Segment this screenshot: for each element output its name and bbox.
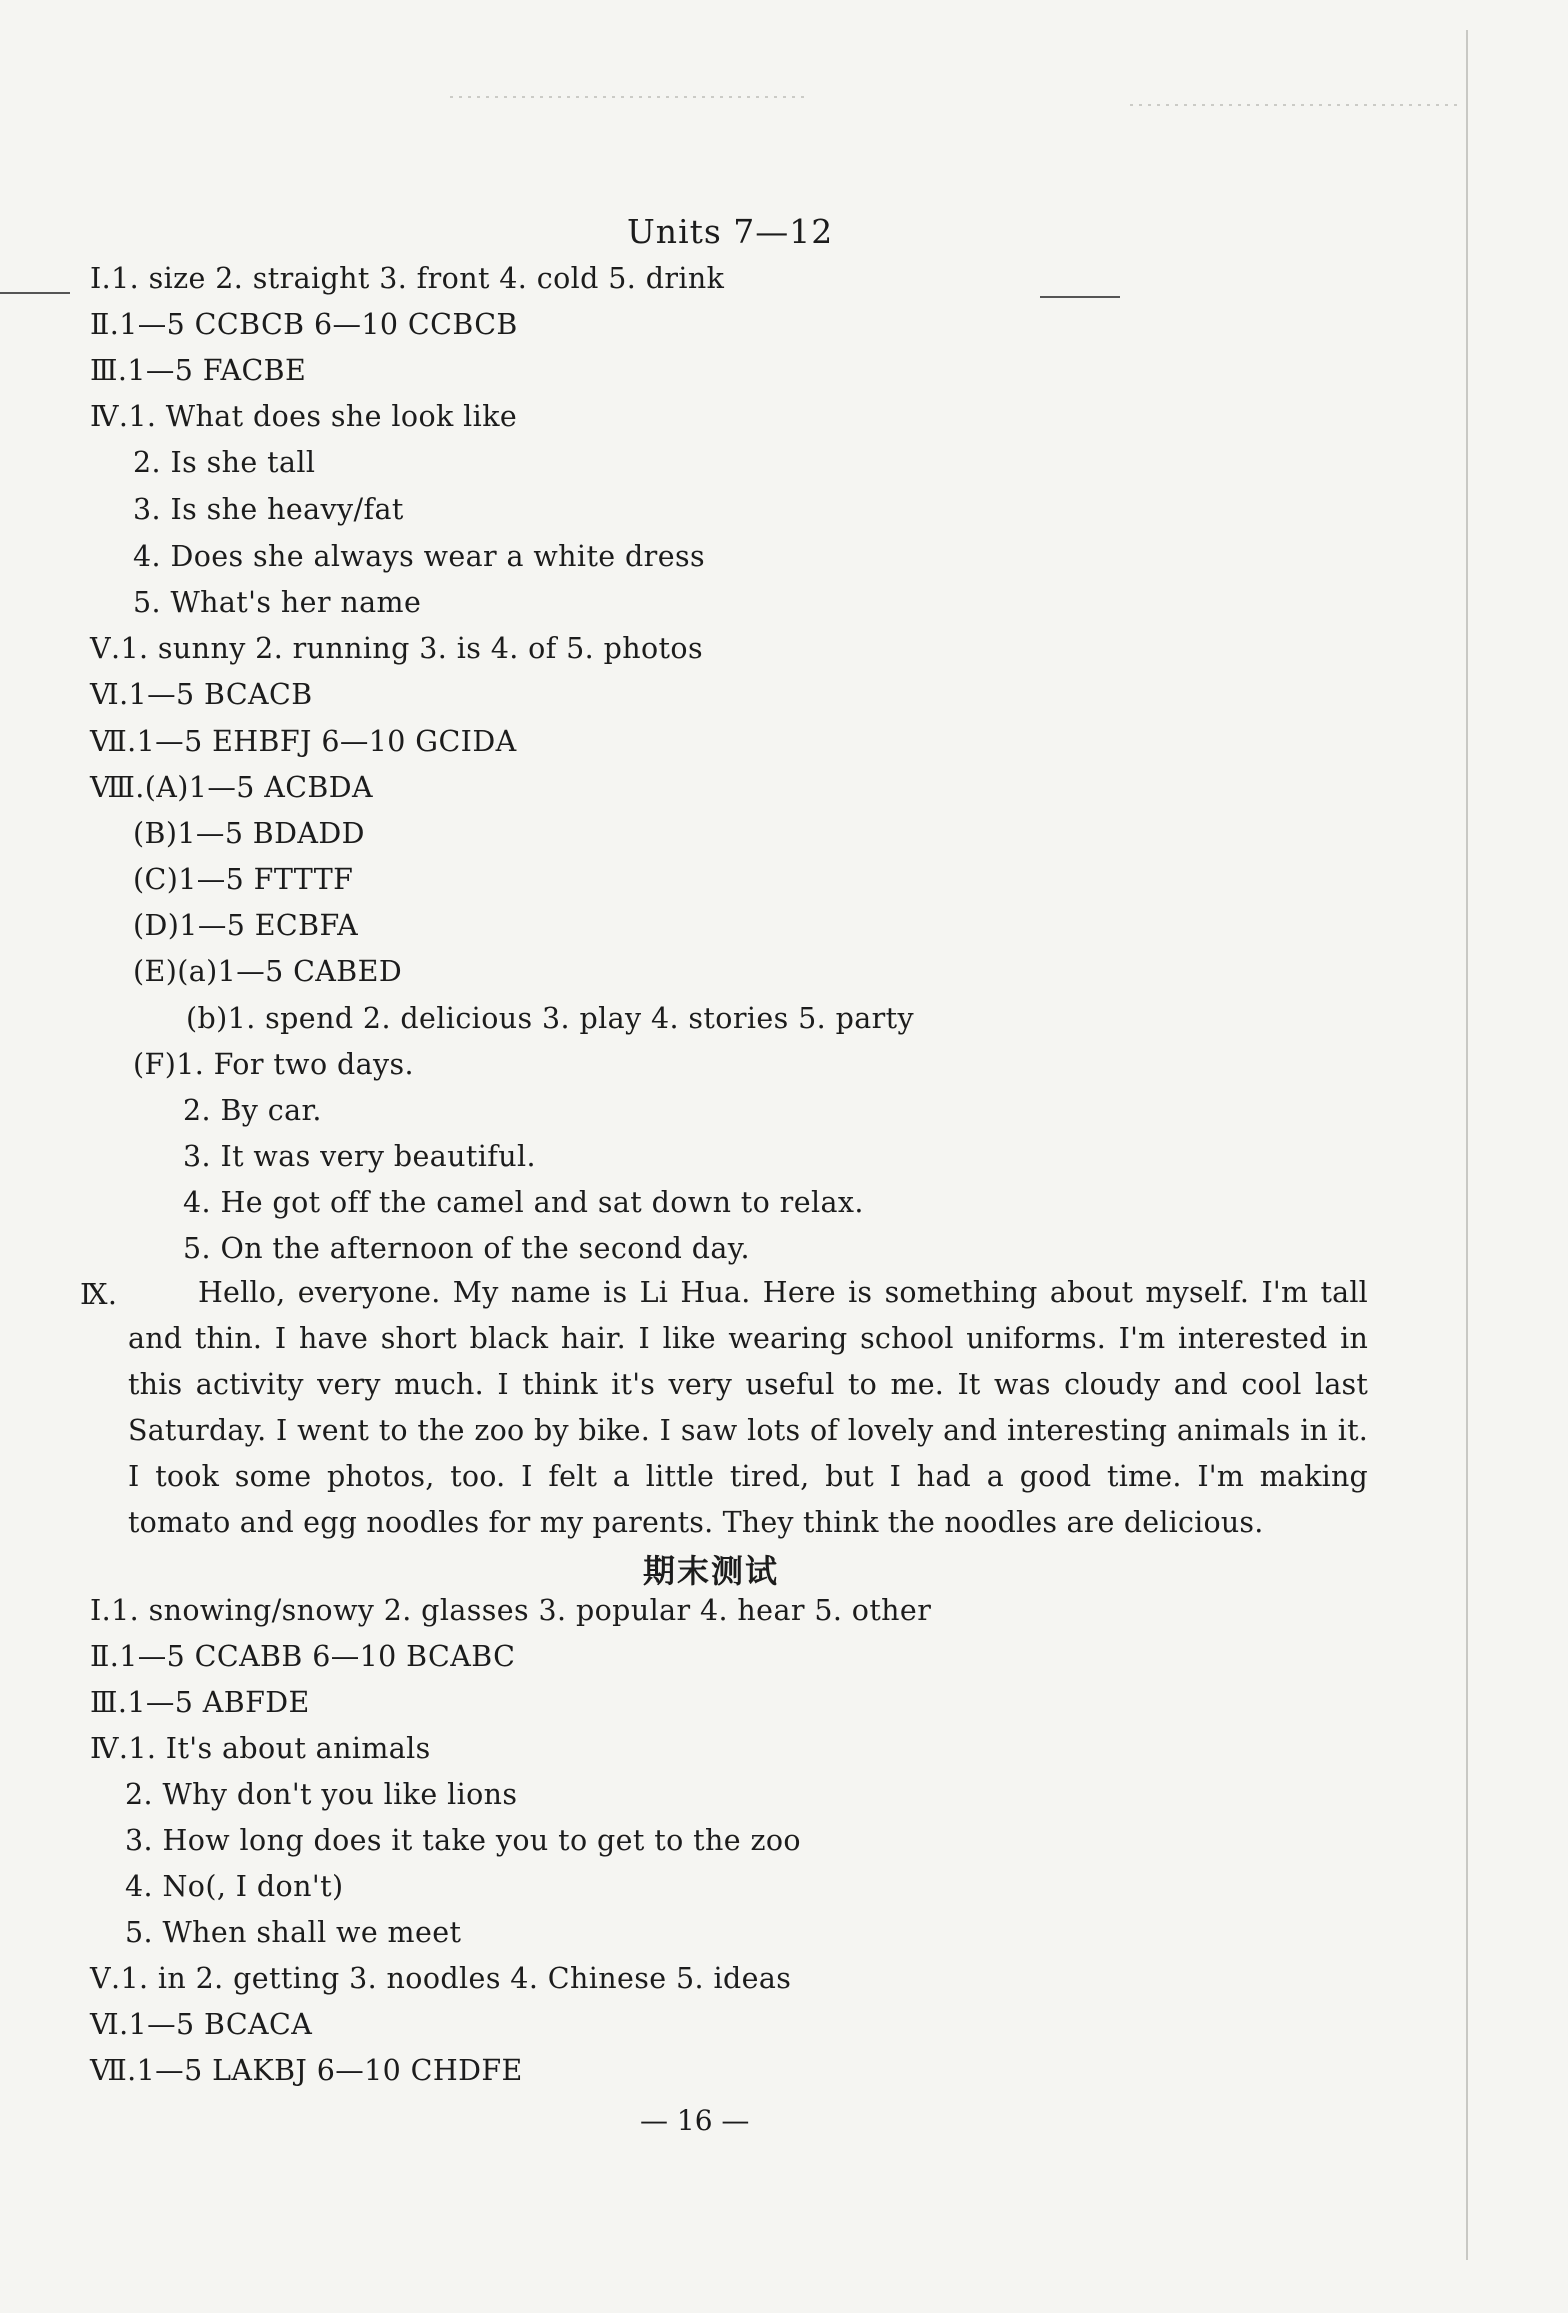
essay-paragraph: Hello, everyone. My name is Li Hua. Here is something about myself. I'm tall and thin. I have short black hair. I like wearing school uniforms. I'm interested in this activity very much. I think it's very useful to me. It was cloudy and cool last Saturday. I went to the zoo by bike. I saw lots of lovely and interesting animals in it. I took some photos, too. I felt a little tired, but I had a good time. I'm making tomato and egg noodles for my parents. They think the noodles are delicious. xyxy=(128,1276,1368,1539)
answer-line: Ⅷ.(A)1—5 ACBDA xyxy=(90,771,373,804)
page-number: — 16 — xyxy=(640,2104,750,2137)
answer-line: Ⅳ.1. What does she look like xyxy=(90,400,518,433)
answer-line: 2. By car. xyxy=(183,1094,322,1127)
answer-line: (F)1. For two days. xyxy=(133,1048,415,1081)
answer-line: Ⅱ.1—5 CCBCB 6—10 CCBCB xyxy=(90,308,518,341)
section-title-final-test: 期末测试 xyxy=(643,1552,780,1590)
answer-line: Ⅰ.1. snowing/snowy 2. glasses 3. popular 4. hear 5. other xyxy=(90,1594,932,1627)
answer-line: 3. Is she heavy/fat xyxy=(133,493,404,526)
scan-noise xyxy=(450,96,810,98)
answer-line: (C)1—5 FTTTF xyxy=(133,863,354,896)
answer-line: Ⅲ.1—5 FACBE xyxy=(90,354,307,387)
answer-line: 5. When shall we meet xyxy=(125,1916,462,1949)
answer-line: 2. Is she tall xyxy=(133,446,316,479)
answer-line: Ⅶ.1—5 LAKBJ 6—10 CHDFE xyxy=(90,2054,523,2087)
answer-line: Ⅴ.1. sunny 2. running 3. is 4. of 5. photos xyxy=(90,632,703,665)
answer-line: 5. What's her name xyxy=(133,586,422,619)
decorative-rule xyxy=(1040,296,1120,298)
essay-numeral: Ⅸ. xyxy=(80,1278,118,1311)
answer-line: 5. On the afternoon of the second day. xyxy=(183,1232,750,1265)
answer-line: (D)1—5 ECBFA xyxy=(133,909,359,942)
answer-line: Ⅰ.1. size 2. straight 3. front 4. cold 5. drink xyxy=(90,262,725,295)
answer-line: (b)1. spend 2. delicious 3. play 4. stories 5. party xyxy=(186,1002,914,1035)
answer-line: Ⅲ.1—5 ABFDE xyxy=(90,1686,310,1719)
answer-line: 4. Does she always wear a white dress xyxy=(133,540,706,573)
answer-line: 4. No(, I don't) xyxy=(125,1870,344,1903)
answer-line: 2. Why don't you like lions xyxy=(125,1778,518,1811)
answer-line: Ⅵ.1—5 BCACB xyxy=(90,678,313,711)
answer-line: Ⅵ.1—5 BCACA xyxy=(90,2008,313,2041)
answer-line: Ⅴ.1. in 2. getting 3. noodles 4. Chinese 5. ideas xyxy=(90,1962,792,1995)
answer-line: Ⅳ.1. It's about animals xyxy=(90,1732,431,1765)
answer-line: 3. It was very beautiful. xyxy=(183,1140,536,1173)
answer-line: Ⅱ.1—5 CCABB 6—10 BCABC xyxy=(90,1640,516,1673)
answer-line: (E)(a)1—5 CABED xyxy=(133,955,403,988)
answer-line: 4. He got off the camel and sat down to relax. xyxy=(183,1186,864,1219)
answer-line: 3. How long does it take you to get to the zoo xyxy=(125,1824,801,1857)
decorative-rule xyxy=(0,292,70,294)
scan-edge xyxy=(1466,30,1468,2260)
answer-line: (B)1—5 BDADD xyxy=(133,817,365,850)
scan-noise xyxy=(1130,104,1460,106)
answer-line: Ⅶ.1—5 EHBFJ 6—10 GCIDA xyxy=(90,725,517,758)
section-title-units: Units 7—12 xyxy=(627,212,834,251)
